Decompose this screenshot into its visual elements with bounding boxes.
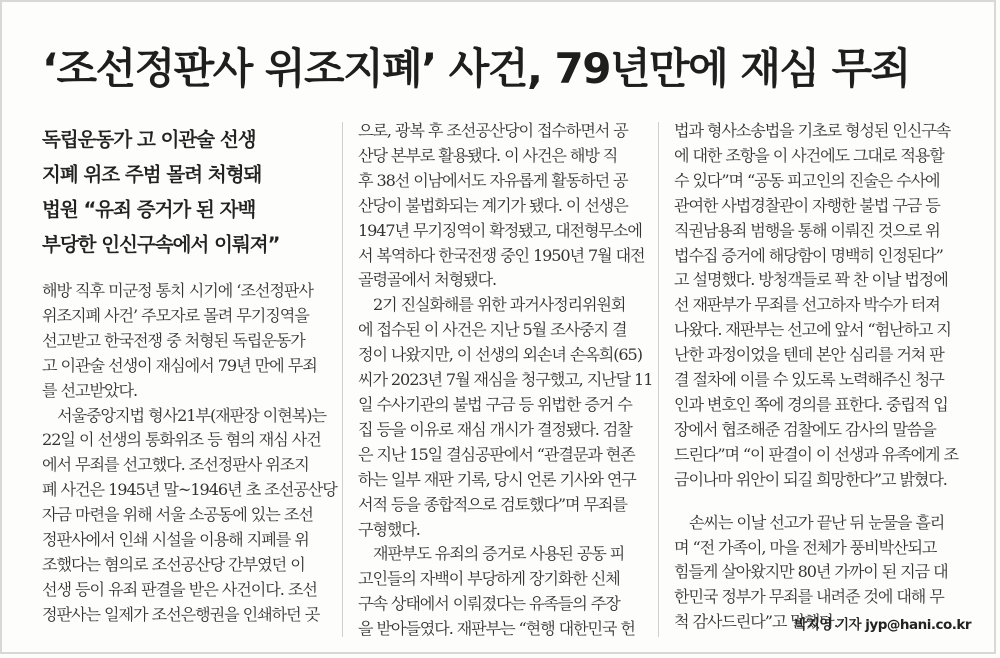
body-line: 골령골에서 처형됐다. [358,270,497,290]
body-text [674,119,962,635]
body-line: 1947년 무기징역이 확정됐고, 대전형무소에 [358,220,642,240]
subheadline-line: 부당한 인신구속에서 이뤄져” [42,233,280,256]
body-line: 자금 마련을 위해 서울 소공동에 있는 조선 [42,505,313,525]
body-line: 장에서 협조해준 검찰에도 감사의 말씀을 [674,419,936,439]
body-line: 에 대한 조항을 이 사건에도 그대로 적용할 [674,145,944,165]
body-text [358,119,653,642]
column-3 [674,119,962,635]
body-line: 고 이관술 선생이 재심에서 79년 만에 무죄 [42,355,317,375]
subheadline-line: 지폐 위조 주범 몰려 처형돼 [42,163,262,186]
body-line: 직권남용죄 범행을 통해 이뤄진 것으로 위 [674,220,940,240]
body-text [42,279,337,628]
body-line: 선 재판부가 무죄를 선고하자 박수가 터져 [674,295,940,315]
body-line: 2기 진실화해를 위한 과거사정리위원회 [358,295,626,315]
body-line: 후 38선 이남에서도 자유롭게 활동하던 공 [358,170,628,190]
body-line: 산당 본부로 활용됐다. 이 사건은 해방 직 [358,145,618,165]
body-line: 선생 등이 유죄 판결을 받은 사건이다. 조선 [42,579,317,599]
body-line: 을 받아들였다. 재판부는 “현행 대한민국 헌 [358,619,635,639]
body-line: 일 수사기관의 불법 구금 등 위법한 증거 수 [358,394,632,414]
body-line: 힘들게 살아왔지만 80년 가까이 된 지금 대 [674,562,948,582]
body-line: 선고받고 한국전쟁 중 처형된 독립운동가 [42,330,305,350]
subheadline-line: 법원 “유죄 증거가 된 자백 [42,198,256,221]
byline: 박지영 기자 jyp@hani.co.kr [794,617,971,633]
body-line: 금이나마 위안이 되길 희망한다”고 밝혔다. [674,469,947,489]
body-line: 관여한 사법경찰관이 자행한 불법 구금 등 [674,195,940,215]
body-line: 정이 나왔지만, 이 선생의 외손녀 손옥희(65) [358,345,642,365]
body-line: 에 접수된 이 사건은 지난 5월 조사중지 결 [358,320,627,340]
body-line: 서 복역하다 한국전쟁 중인 1950년 7월 대전 [358,245,645,265]
body-line: 폐 사건은 1945년 말~1946년 초 조선공산당 [42,480,337,500]
column-2 [358,119,653,642]
body-line: 나왔다. 재판부는 선고에 앞서 “험난하고 지 [674,320,951,340]
body-line: 수 있다”며 “공동 피고인의 진술은 수사에 [674,170,940,190]
column-divider [658,122,659,637]
body-line: 해방 직후 미군정 통치 시기에 ‘조선정판사 [42,281,313,300]
body-line: 고 설명했다. 방청객들로 꽉 찬 이날 법정에 [674,270,948,290]
subheadline-line: 독립운동가 고 이관술 선생 [42,128,256,151]
body-line: 구형했다. [358,519,420,539]
column-1 [42,119,337,628]
body-line: 정판사는 일제가 조선은행권을 인쇄하던 곳 [42,604,320,624]
body-line: 서울중앙지법 형사21부(재판장 이현복)는 [42,405,326,425]
body-line: 조했다는 혐의로 조선공산당 간부였던 이 [42,554,305,574]
body-line: 에서 무죄를 선고했다. 조선정판사 위조지 [42,455,309,475]
body-line: 며 “전 가족이, 마을 전체가 풍비박산되고 [674,537,937,557]
body-line: 정판사에서 인쇄 시설을 이용해 지폐를 위 [42,530,309,550]
body-line: 위조지폐 사건’ 주모자로 몰려 무기징역을 [42,305,309,325]
body-line: 씨가 2023년 7월 재심을 청구했고, 지난달 11 [358,370,653,390]
body-line: 손씨는 이날 선고가 끝난 뒤 눈물을 흘리 [674,512,945,532]
body-line: 재판부도 유죄의 증거로 사용된 공동 피 [358,544,625,564]
body-line: 집 등을 이유로 재심 개시가 결정됐다. 검찰 [358,419,632,439]
body-line: 법과 형사소송법을 기초로 형성된 인신구속 [674,121,951,140]
body-line: 고인들의 자백이 부당하게 장기화한 신체 [358,569,620,589]
body-line: 으로, 광복 후 조선공산당이 접수하면서 공 [358,121,628,140]
body-line: 은 지난 15일 결심공판에서 “관결문과 현존 [358,444,635,464]
body-line: 구속 상태에서 이뤄졌다는 유족들의 주장 [358,594,620,614]
body-line: 산당이 불법화되는 계기가 됐다. 이 선생은 [358,195,628,215]
body-line [674,493,962,511]
body-line: 결 절차에 이를 수 있도록 노력해주신 청구 [674,370,944,390]
body-line: 하는 일부 재판 기록, 당시 언론 기사와 연구 [358,469,636,489]
body-line: 인과 변호인 쪽에 경의를 표한다. 중립적 입 [674,394,948,414]
body-line: 서적 등을 종합적으로 검토했다”며 무죄를 [358,494,627,514]
body-line: 법수집 증거에 해당함이 명백히 인정된다” [674,245,943,265]
body-line: 드린다”며 “이 판결이 이 선생과 유족에게 조 [674,444,958,464]
column-divider [342,122,343,637]
body-line: 척 감사드린다”고 말했다. [674,612,838,632]
body-line: 를 선고받았다. [42,380,138,400]
subheadline [42,122,330,262]
body-line: 22일 이 선생의 통화위조 등 혐의 재심 사건 [42,430,321,450]
body-line: 한민국 정부가 무죄를 내려준 것에 대해 무 [674,587,944,607]
body-line: 난한 과정이었을 텐데 본안 심리를 거쳐 판 [674,345,944,365]
headline: ‘조선정판사 위조지폐’ 사건, 79년만에 재심 무죄 [42,44,910,93]
